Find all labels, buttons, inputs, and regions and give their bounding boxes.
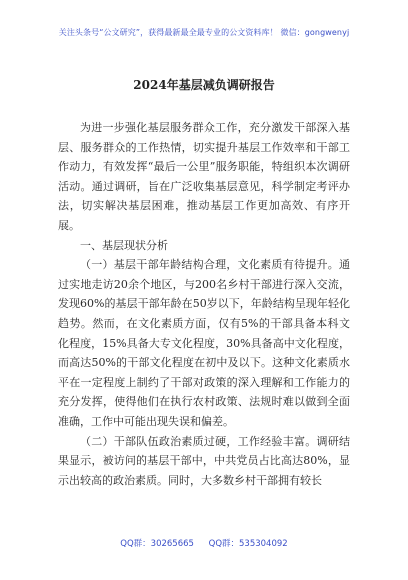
paragraph-age-structure: （一）基层干部年龄结构合理，文化素质有待提升。通过实地走访20余个地区，与200名乡村干部进行深入交流，发现60%的基层干部年龄在50岁以下，年龄结构呈现年轻化趋势。然而，在文化素质方面，仅有5%的干部具备本科文化程度，15%具备大专文化程度，30%具备高中文化程度，而高达50%的干部文化程度在初中及以下。这种文化素质水平在一定程度上制约了干部对政策的深入理解和工作能力的充分发挥，使得他们在执行农村政策、法规时难以做到全面准确，工作中可能出现失误和偏差。 (58, 258, 350, 428)
document-body (58, 118, 350, 490)
footer-qq-group-2: QQ群：535304092 (208, 539, 288, 549)
footer-qq-group-1: QQ群：30265665 (120, 539, 194, 549)
page-header-promo: 关注头条号“公文研究”，获得最新最全最专业的公文资料库！ 微信：gongwenyj (58, 28, 350, 37)
paragraph-political-quality: （二）干部队伍政治素质过硬，工作经验丰富。调研结果显示，被访问的基层干部中，中共党员占比高达80%，显示出较高的政治素质。同时，大多数乡村干部拥有较长 (58, 434, 350, 487)
section-heading: 一、基层现状分析 (80, 238, 168, 252)
page-footer (0, 537, 408, 549)
paragraph-intro: 为进一步强化基层服务群众工作，充分激发干部深入基层、服务群众的工作热情，切实提升基层工作效率和干部工作动力，有效发挥“最后一公里”服务职能，特组织本次调研活动。通过调研，旨在广泛收集基层意见，科学制定考评办法，切实解决基层困难，推动基层工作更加高效、有序开展。 (58, 121, 350, 232)
document-title: 2024年基层减负调研报告 (133, 78, 275, 92)
